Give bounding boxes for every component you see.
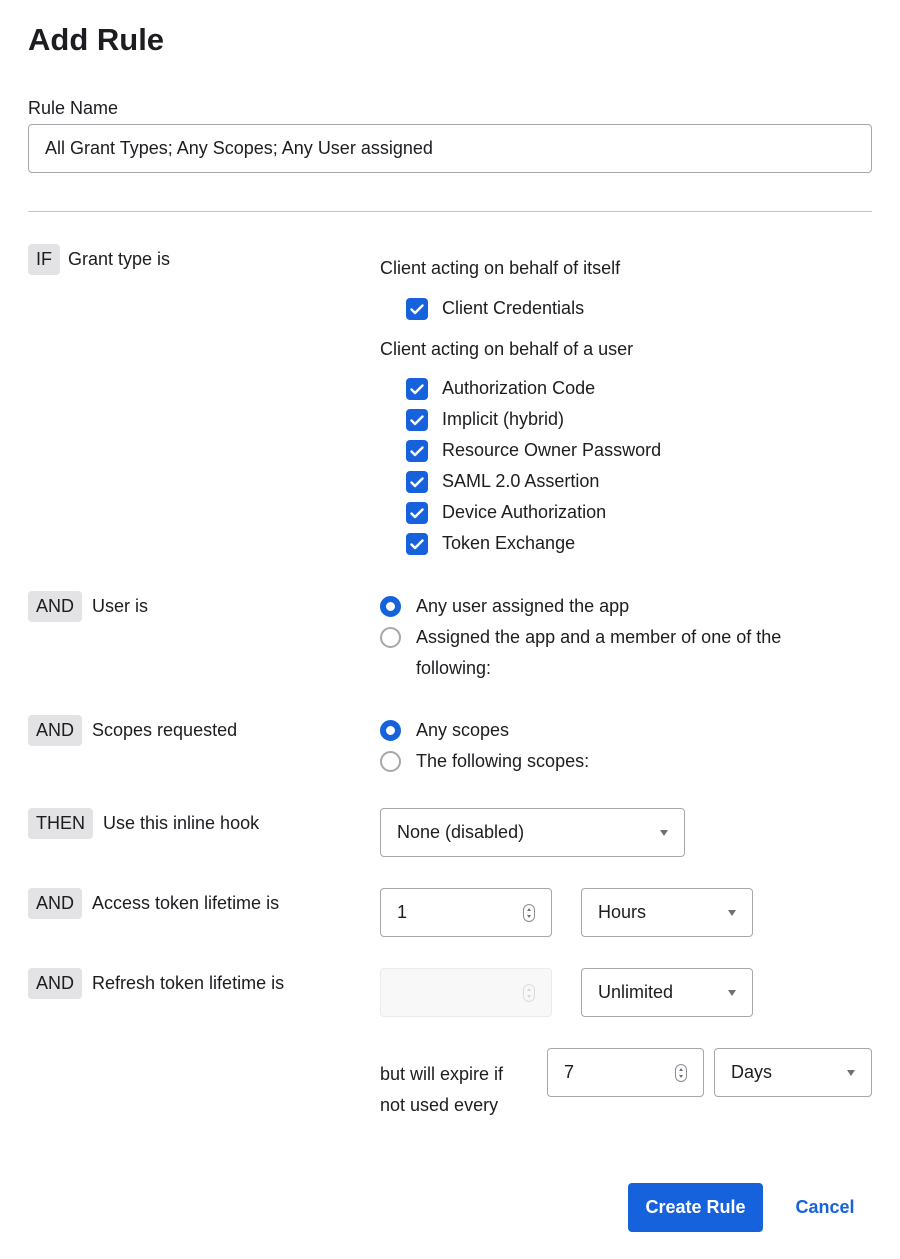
stepper-icon bbox=[523, 984, 535, 1002]
expire-label: but will expire if bbox=[380, 1064, 504, 1084]
option-label: Any user assigned the app bbox=[416, 596, 630, 616]
divider bbox=[28, 211, 872, 212]
and-badge: AND bbox=[28, 968, 82, 999]
option-label: Device Authorization bbox=[442, 502, 607, 522]
access-token-amount-input[interactable] bbox=[380, 888, 552, 937]
check-icon bbox=[410, 477, 424, 488]
group-label-self: Client acting on behalf of itself bbox=[380, 258, 621, 278]
grant-type-label: Grant type is bbox=[68, 249, 171, 269]
select-value: None (disabled) bbox=[397, 822, 525, 842]
chevron-down-icon bbox=[728, 990, 736, 996]
option-label: The following scopes: bbox=[416, 751, 590, 771]
chevron-down-icon bbox=[728, 910, 736, 916]
check-icon bbox=[410, 508, 424, 519]
expire-label-continued: not used every bbox=[380, 1095, 499, 1115]
and-badge: AND bbox=[28, 888, 82, 919]
option-label: Implicit (hybrid) bbox=[442, 409, 565, 429]
rule-name-input[interactable] bbox=[28, 124, 872, 173]
chevron-down-icon bbox=[847, 1070, 855, 1076]
checkbox-token-exchange[interactable] bbox=[406, 533, 428, 555]
checkbox-saml-assertion[interactable] bbox=[406, 471, 428, 493]
create-rule-button[interactable]: Create Rule bbox=[628, 1183, 763, 1232]
checkbox-authorization-code[interactable] bbox=[406, 378, 428, 400]
option-label: SAML 2.0 Assertion bbox=[442, 471, 600, 491]
stepper-icon[interactable] bbox=[523, 904, 535, 922]
stepper-icon[interactable] bbox=[675, 1064, 687, 1082]
select-value: Days bbox=[731, 1062, 773, 1082]
access-token-unit-select[interactable] bbox=[581, 888, 753, 937]
refresh-token-lifetime-label: Refresh token lifetime is bbox=[92, 973, 285, 993]
and-badge: AND bbox=[28, 715, 82, 746]
refresh-token-unit-select[interactable] bbox=[581, 968, 753, 1017]
radio-assigned-member-of[interactable] bbox=[380, 627, 401, 648]
user-is-label: User is bbox=[92, 596, 149, 616]
option-label: Assigned the app and a member of one of the bbox=[416, 627, 782, 647]
check-icon bbox=[410, 384, 424, 395]
chevron-down-icon bbox=[660, 830, 668, 836]
inline-hook-label: Use this inline hook bbox=[103, 813, 260, 833]
cancel-button[interactable]: Cancel bbox=[784, 1183, 866, 1232]
input-value: 7 bbox=[564, 1062, 575, 1082]
input-value: 1 bbox=[397, 902, 408, 922]
page-title: Add Rule bbox=[28, 22, 165, 57]
check-icon bbox=[410, 539, 424, 550]
expire-amount-input[interactable] bbox=[547, 1048, 704, 1097]
option-label: Client Credentials bbox=[442, 298, 585, 318]
group-label-user: Client acting on behalf of a user bbox=[380, 339, 634, 359]
rule-name-label: Rule Name bbox=[28, 98, 119, 118]
select-value: Hours bbox=[598, 902, 647, 922]
if-badge: IF bbox=[28, 244, 60, 275]
checkbox-implicit[interactable] bbox=[406, 409, 428, 431]
access-token-lifetime-label: Access token lifetime is bbox=[92, 893, 280, 913]
checkbox-resource-owner-password[interactable] bbox=[406, 440, 428, 462]
then-badge: THEN bbox=[28, 808, 93, 839]
check-icon bbox=[410, 446, 424, 457]
expire-unit-select[interactable] bbox=[714, 1048, 872, 1097]
radio-any-user-assigned[interactable] bbox=[380, 596, 401, 617]
option-label: Token Exchange bbox=[442, 533, 576, 553]
option-label: Authorization Code bbox=[442, 378, 596, 398]
inline-hook-select[interactable] bbox=[380, 808, 685, 857]
option-label-continued: following: bbox=[416, 658, 492, 678]
scopes-requested-label: Scopes requested bbox=[92, 720, 238, 740]
checkbox-device-authorization[interactable] bbox=[406, 502, 428, 524]
check-icon bbox=[410, 415, 424, 426]
and-badge: AND bbox=[28, 591, 82, 622]
refresh-token-amount-input bbox=[380, 968, 552, 1017]
check-icon bbox=[410, 304, 424, 315]
option-label: Any scopes bbox=[416, 720, 510, 740]
select-value: Unlimited bbox=[598, 982, 674, 1002]
radio-any-scopes[interactable] bbox=[380, 720, 401, 741]
radio-following-scopes[interactable] bbox=[380, 751, 401, 772]
checkbox-client-credentials[interactable] bbox=[406, 298, 428, 320]
option-label: Resource Owner Password bbox=[442, 440, 662, 460]
